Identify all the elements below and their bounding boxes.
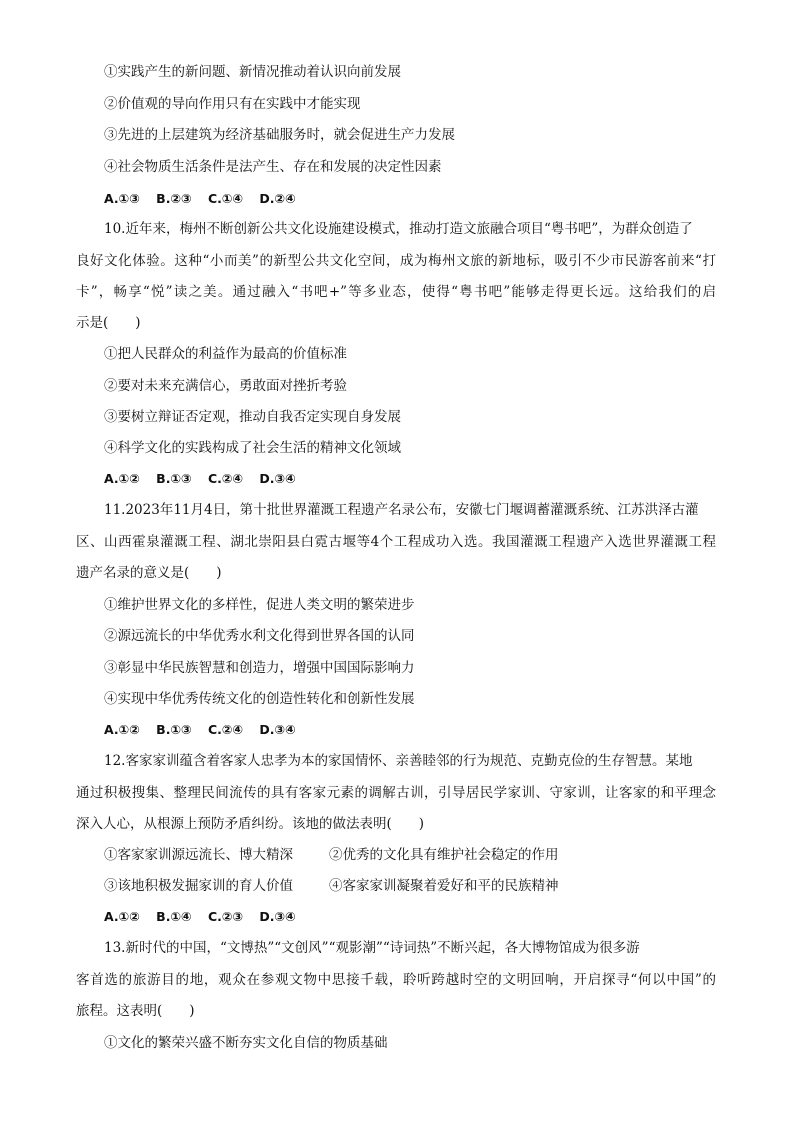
q13-stem-line-1: 13.新时代的中国，“文博热”“文创风”“观影潮”“诗词热”不断兴起，各大博物馆成为很多游	[104, 940, 640, 956]
q12-option-3: ③该地积极发掘家训的育人价值	[104, 878, 293, 894]
q11-option-3: ③彰显中华民族智慧和创造力，增强中国国际影响力	[104, 660, 415, 676]
q12-stem-line-3: 深入人心，从根源上预防矛盾纠纷。该地的做法表明( )	[76, 816, 425, 832]
q10-option-1: ①把人民群众的利益作为最高的价值标准	[104, 346, 347, 362]
q11-stem-line-2: 区、山西霍泉灌溉工程、湖北崇阳县白霓古堰等4个工程成功入选。我国灌溉工程遗产入选世界灌溉工程	[76, 534, 716, 550]
q10-stem-line-4: 示是( )	[76, 315, 141, 331]
q10-stem-line-3: 卡”，畅享“悦”读之美。通过融入“书吧+”等多业态，使得“粤书吧”能够走得更长远。这给我们的启	[76, 284, 716, 300]
q9-choices: A.①③ B.②③ C.①④ D.②④	[104, 191, 296, 206]
q10-choices: A.①② B.①③ C.②④ D.③④	[104, 471, 296, 486]
q10-option-4: ④科学文化的实践构成了社会生活的精神文化领域	[104, 440, 401, 456]
q13-option-1: ①文化的繁荣兴盛不断夯实文化自信的物质基础	[104, 1035, 388, 1051]
q10-stem-line-1: 10.近年来，梅州不断创新公共文化设施建设模式，推动打造文旅融合项目“粤书吧”，为群众创造了	[104, 221, 693, 237]
q12-stem-line-1: 12.客家家训蕴含着客家人忠孝为本的家国情怀、亲善睦邻的行为规范、克勤克俭的生存智慧。某地	[104, 753, 693, 769]
q12-option-1: ①客家家训源远流长、博大精深	[104, 847, 293, 863]
q13-stem-line-2: 客首选的旅游目的地，观众在参观文物中思接千载，聆听跨越时空的文明回响，开启探寻“何以中国”的	[76, 972, 716, 988]
q9-option-2: ②价值观的导向作用只有在实践中才能实现	[104, 96, 361, 112]
q11-option-1: ①维护世界文化的多样性，促进人类文明的繁荣进步	[104, 597, 415, 613]
q12-choices: A.①② B.①④ C.②③ D.③④	[104, 909, 296, 924]
q12-option-2: ②优秀的文化具有维护社会稳定的作用	[329, 847, 559, 863]
q11-stem-line-1: 11.2023年11月4日，第十批世界灌溉工程遗产名录公布，安徽七门堰调蓄灌溉系统、江苏洪泽古灌	[104, 502, 699, 518]
q13-stem-line-3: 旅程。这表明( )	[76, 1003, 195, 1019]
q10-stem-line-2: 良好文化体验。这种“小而美”的新型公共文化空间，成为梅州文旅的新地标，吸引不少市民游客前来“打	[76, 253, 716, 269]
q11-option-4: ④实现中华优秀传统文化的创造性转化和创新性发展	[104, 691, 415, 707]
q11-option-2: ②源远流长的中华优秀水利文化得到世界各国的认同	[104, 628, 415, 644]
q11-choices: A.①② B.①③ C.②④ D.③④	[104, 722, 296, 737]
q9-option-4: ④社会物质生活条件是法产生、存在和发展的决定性因素	[104, 159, 442, 175]
q9-option-1: ①实践产生的新问题、新情况推动着认识向前发展	[104, 64, 401, 80]
q9-option-3: ③先进的上层建筑为经济基础服务时，就会促进生产力发展	[104, 127, 455, 143]
q12-option-4: ④客家家训凝聚着爱好和平的民族精神	[329, 878, 559, 894]
q10-option-3: ③要树立辩证否定观，推动自我否定实现自身发展	[104, 409, 401, 425]
q11-stem-line-3: 遗产名录的意义是( )	[76, 565, 222, 581]
q10-option-2: ②要对未来充满信心，勇敢面对挫折考验	[104, 378, 347, 394]
q12-stem-line-2: 通过积极搜集、整理民间流传的具有客家元素的调解古训，引导居民学家训、守家训，让客家的和平理念	[76, 785, 716, 801]
